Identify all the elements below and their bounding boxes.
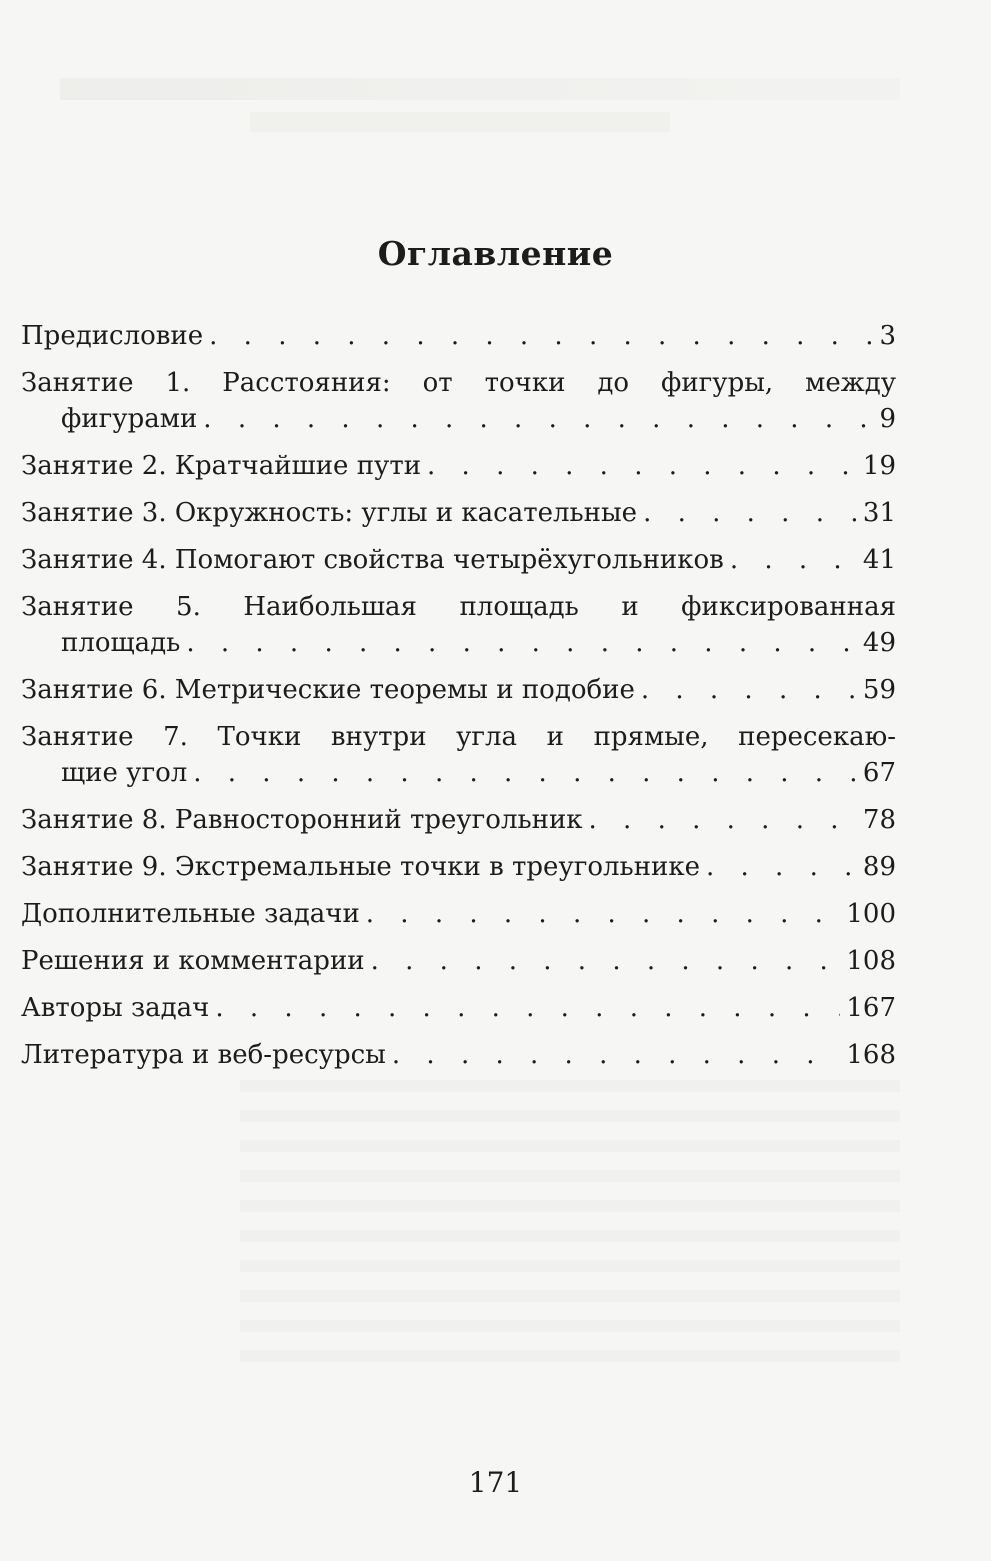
dot-leader [643, 495, 857, 531]
toc-entry-title-continued: фигурами [61, 404, 198, 434]
dot-leader [215, 990, 840, 1026]
toc-entry-title: Занятие 9. Экстремальные точки в треугольнике [21, 852, 700, 882]
toc-page-number: 108 [846, 946, 896, 976]
toc-entry-title: Занятие 3. Окружность: углы и касательные [21, 498, 638, 528]
dot-leader [193, 755, 857, 791]
bleed-through-top-2 [250, 112, 670, 132]
dot-leader [730, 542, 857, 578]
page-title: Оглавление [377, 234, 614, 273]
toc-page-number: 89 [862, 852, 896, 882]
dot-leader [392, 1037, 840, 1073]
dot-leader [371, 943, 841, 979]
toc-page-number: 41 [862, 545, 896, 575]
dot-leader [186, 625, 857, 661]
dot-leader [641, 672, 857, 708]
toc-page-number: 67 [862, 758, 896, 788]
toc-entry-title: Занятие 7. Точки внутри угла и прямые, пересекаю- [21, 722, 896, 752]
toc-page-number: 9 [879, 404, 896, 434]
toc-page-number: 167 [846, 993, 896, 1023]
toc-entry-lesson-2[interactable] [21, 448, 896, 484]
toc-entry-extra-problems[interactable] [21, 896, 896, 932]
toc-entry-title: Предисловие [21, 321, 204, 351]
toc-page-number: 168 [846, 1040, 896, 1070]
toc-page-number: 31 [862, 498, 896, 528]
toc-page-number: 19 [862, 451, 896, 481]
toc-entry-title: Занятие 5. Наибольшая площадь и фиксированная [21, 592, 896, 622]
toc-page-number: 3 [879, 321, 896, 351]
toc-entry-title: Решения и комментарии [21, 946, 365, 976]
dot-leader [706, 849, 857, 885]
toc-page-number: 100 [846, 899, 896, 929]
bleed-through-mid [240, 1080, 900, 1380]
toc-entry-title: Занятие 8. Равносторонний треугольник [21, 805, 583, 835]
toc-page-number: 49 [862, 628, 896, 658]
dot-leader [589, 802, 857, 838]
page-number: 171 [468, 1466, 523, 1499]
toc-entry-title: Занятие 6. Метрические теоремы и подобие [21, 675, 635, 705]
toc-page-number: 59 [862, 675, 896, 705]
toc-entry-title: Занятие 1. Расстояния: от точки до фигуры, между [21, 368, 896, 398]
toc-entry-title: Дополнительные задачи [21, 899, 360, 929]
toc-entry-title-continued: площадь [61, 628, 181, 658]
toc-entry-solutions[interactable] [21, 943, 896, 979]
toc-entry-lesson-1[interactable] [21, 365, 896, 437]
toc-entry-lesson-6[interactable] [21, 672, 896, 708]
toc-entry-literature[interactable] [21, 1037, 896, 1073]
toc-entry-title-continued: щие угол [61, 758, 188, 788]
toc-entry-title: Занятие 2. Кратчайшие пути [21, 451, 422, 481]
toc-entry-title: Занятие 4. Помогают свойства четырёхугольников [21, 545, 724, 575]
toc-entry-lesson-4[interactable] [21, 542, 896, 578]
toc-entry-lesson-8[interactable] [21, 802, 896, 838]
toc-entry-lesson-9[interactable] [21, 849, 896, 885]
dot-leader [427, 448, 857, 484]
toc-entry-lesson-7[interactable] [21, 719, 896, 791]
table-of-contents [21, 318, 896, 1084]
dot-leader [203, 401, 873, 437]
toc-entry-title: Литература и веб-ресурсы [21, 1040, 386, 1070]
toc-entry-title: Авторы задач [21, 993, 210, 1023]
toc-page-number: 78 [862, 805, 896, 835]
toc-entry-lesson-3[interactable] [21, 495, 896, 531]
toc-entry-lesson-5[interactable] [21, 589, 896, 661]
dot-leader [366, 896, 841, 932]
dot-leader [209, 318, 873, 354]
bleed-through-top [60, 78, 900, 100]
toc-entry-preface[interactable] [21, 318, 896, 354]
toc-entry-authors[interactable] [21, 990, 896, 1026]
